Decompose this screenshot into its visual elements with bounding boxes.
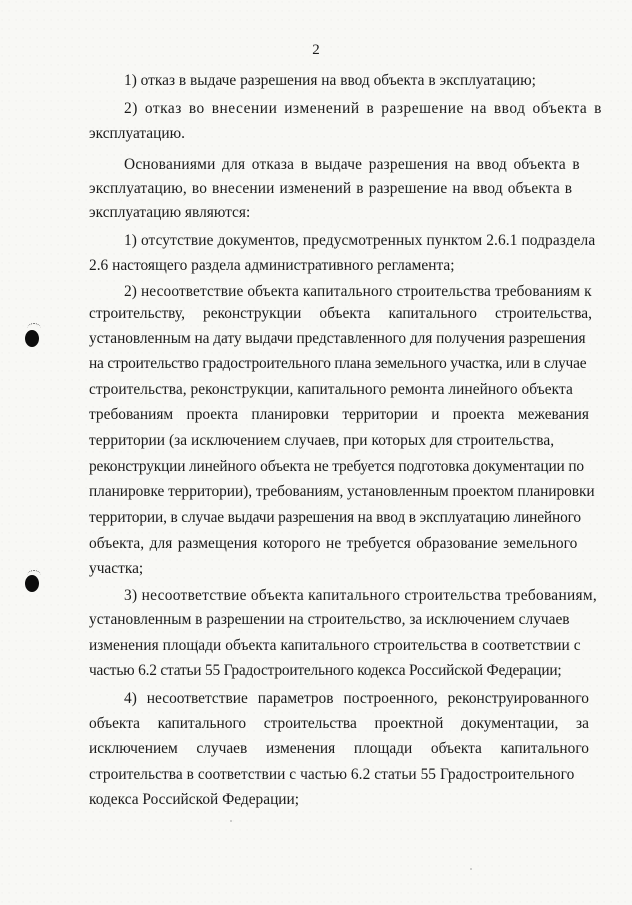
word: реконструкции [203, 305, 302, 322]
word: территории [342, 406, 418, 423]
word: капитального [157, 715, 247, 732]
word: строительства, [495, 305, 592, 322]
word: параметров [257, 690, 334, 707]
para-5-line-10: территории, в случае выдачи разрешения на ввод в эксплуатацию линейного [89, 509, 581, 526]
word: несоответствие [146, 690, 248, 707]
word: строительству, [89, 305, 185, 322]
word: капитального [388, 305, 477, 322]
para-5-line-11: объекта, для размещения которого не требуется образование земельного [89, 535, 578, 552]
para-3-line-1 [124, 157, 592, 172]
para-6-line-2: установленным в разрешении на строительство, за исключением случаев [89, 611, 570, 628]
para-4-line-1-text: 1) отсутствие документов, предусмотренных пунктом 2.6.1 подраздела [124, 232, 596, 249]
word: объекта [430, 740, 482, 757]
para-2-line-1-text: 2) отказ во внесении изменений в разрешение на ввод объекта в [124, 100, 602, 117]
para-6-line-4: частью 6.2 статьи 55 Градостроительного кодекса Российской Федерации; [89, 662, 562, 679]
para-6-line-1 [124, 587, 598, 604]
word: построенного, [343, 690, 438, 707]
word: объекта [89, 715, 140, 732]
word: планировки [251, 406, 330, 423]
para-4-line-2: 2.6 настоящего раздела административного регламента; [89, 257, 455, 274]
para-3-line-3: эксплуатацию являются: [89, 204, 251, 221]
word: за [576, 715, 589, 732]
para-6-line-1-text: 3) несоответствие объекта капитального строительства требованиям, [124, 587, 598, 604]
para-5-line-8: реконструкции линейного объекта не требуется подготовка документации по [89, 458, 584, 475]
para-7-line-1 [124, 691, 589, 706]
para-5-line-12: участка; [89, 560, 144, 577]
page-number: 2 [312, 42, 320, 58]
para-7-line-5: кодекса Российской Федерации; [89, 791, 300, 808]
word: проекта [452, 406, 505, 423]
punch-hole-bottom [25, 575, 39, 592]
word: межевания [517, 406, 589, 423]
para-5-line-5: строительства, реконструкции, капитального ремонта линейного объекта [89, 381, 573, 398]
word: документации, [460, 715, 559, 732]
para-7-line-2 [89, 716, 589, 731]
word: изменения [265, 740, 336, 757]
para-5-line-2 [89, 306, 592, 321]
para-2-line-1 [124, 100, 602, 117]
para-5-line-4: на строительство градостроительного плана земельного участка, или в случае [89, 355, 587, 372]
word: исключением [89, 740, 178, 757]
para-5-line-6 [89, 407, 589, 422]
word: случаев [196, 740, 248, 757]
word: 4) [124, 690, 137, 707]
para-5-line-7: территории (за исключением случаев, при которых для строительства, [89, 432, 555, 449]
word: проектной [374, 715, 444, 732]
punch-hole-top [25, 330, 39, 347]
word: требованиям [89, 406, 174, 423]
para-1-line-1: 1) отказ в выдаче разрешения на ввод объекта в эксплуатацию; [124, 72, 536, 89]
word: реконструированного [447, 690, 589, 707]
para-7-line-3 [89, 741, 589, 756]
para-3-line-2-text: эксплуатацию, во внесении изменений в разрешение на ввод объекта в [89, 180, 573, 197]
para-5-line-3: установленным на дату выдачи представленного для получения разрешения [89, 330, 586, 347]
para-4-line-1 [124, 232, 596, 249]
para-3-line-2 [89, 181, 592, 196]
para-5-line-1-text: 2) несоответствие объекта капитального строительства требованиям к [124, 283, 592, 300]
para-5-line-9: планировке территории), требованиям, установленным проектом планировки [89, 483, 595, 500]
para-2-line-2: эксплуатацию. [89, 125, 185, 142]
para-3-line-1-text: Основаниями для отказа в выдаче разрешения на ввод объекта в [124, 156, 580, 173]
word: капитального [500, 740, 589, 757]
word: объекта [319, 305, 371, 322]
word: и [431, 406, 440, 423]
para-6-line-3: изменения площади объекта капитального строительства в соответствии с [89, 637, 581, 654]
word: строительства [263, 715, 357, 732]
word: проекта [186, 406, 239, 423]
word: площади [353, 740, 413, 757]
para-7-line-4: строительства в соответствии с частью 6.2 статьи 55 Градостроительного [89, 766, 575, 783]
para-5-line-1 [124, 284, 592, 299]
